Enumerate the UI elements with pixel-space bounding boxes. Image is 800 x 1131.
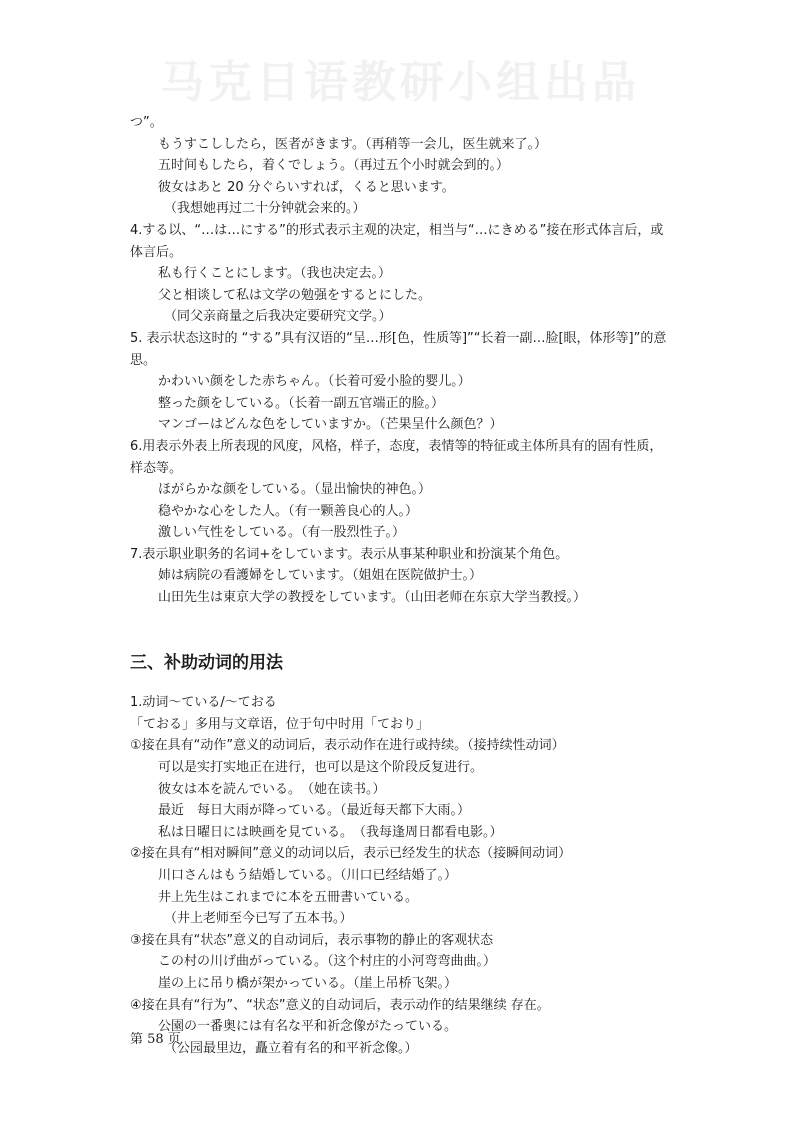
section-auxiliary-verbs	[130, 692, 675, 1059]
text-line: もうすこししたら，医者がきます。（再稍等一会儿，医生就来了。）	[158, 136, 547, 152]
text-line: （井上老师至今已写了五本书。）	[164, 911, 353, 927]
text-line: かわいい颜をした赤ちゃん。（长着可爱小脸的婴儿。）	[158, 374, 471, 390]
text-line: 崖の上に吊り橋が架かっている。（崖上吊桥飞架。）	[158, 975, 458, 991]
text-line: 彼女はあと 20 分ぐらいすれば，くると思います。	[158, 179, 455, 195]
text-line: 父と相谈して私は文学の勉强をするとにした。	[158, 287, 432, 303]
page-number: 第 58 页	[130, 1032, 181, 1047]
text-line: ④接在具有“行为”、“状态”意义的自动词后，表示动作的结果继续 存在。	[130, 997, 550, 1013]
text-line: 彼女は本を読んでいる。 （她在读书。）	[158, 781, 386, 797]
text-line: 川口さんはもう結婚している。（川口已经结婚了。）	[158, 868, 458, 883]
text-line: ②接在具有“相对瞬间”意义的动词以后，表示已经发生的状态（接瞬间动词）	[130, 846, 572, 862]
text-line: 公園の一番奥には有名な平和祈念像がたっている。	[158, 1019, 458, 1035]
text-line: 4.する以、“…は…にする”的形式表示主观的决定，相当与“…にきめる”接在形式体言后，或体言后。	[130, 222, 664, 260]
text-line: 「ておる」多用与文章语，位于句中时用「ており」	[130, 716, 430, 732]
text-line: 私は日曜日には映画を見ている。 （我每逢周日都看电影。）	[158, 824, 503, 840]
text-line: この村の川げ曲がっている。（这个村庄的小河弯弯曲曲。）	[158, 954, 497, 970]
text-line: 整った颜をしている。（长着一副五官端正的脸。）	[158, 395, 445, 411]
section-heading: 三、补助动词的用法	[130, 652, 283, 673]
text-line: 可以是实打实地正在进行，也可以是这个阶段反复进行。	[158, 760, 484, 776]
text-line: ほがらかな颜をしている。（显出愉快的神色。）	[158, 482, 432, 498]
text-line: 五时间もしたら，着くでしょう。（再过五个小时就会到的。）	[158, 158, 510, 174]
text-line: 山田先生は東京大学の教授をしています。（山田老师在东京大学当教授。）	[158, 590, 586, 606]
text-line: （公园最里边，矗立着有名的和平祈念像。）	[164, 1040, 418, 1056]
text-line: ①接在具有“动作”意义的动词后，表示动作在进行或持续。（接持续性动词）	[130, 738, 565, 754]
text-line: つ”。	[130, 115, 163, 130]
text-line: 7.表示职业职务的名词+をしています。表示从事某种职业和扮演某个角色。	[130, 546, 569, 562]
watermark-text: 马克日语教研小组出品	[160, 57, 640, 108]
text-line: 稳やかな心をした人。（有一颗善良心的人。）	[158, 503, 419, 519]
text-line: ③接在具有“状态”意义的自动词后，表示事物的静止的客观状态	[130, 932, 494, 948]
text-line: 1.动词～ている/～ておる	[130, 695, 277, 711]
text-line: （我想她再过二十分钟就会来的。）	[164, 201, 366, 217]
text-line: 井上先生はこれまでに本を五冊書いている。	[158, 889, 419, 905]
text-line: 6.用表示外表上所表现的风度，风格，样子，态度，表情等的特征或主体所具有的固有性质，样态等。	[130, 438, 663, 476]
section-shi-usage	[130, 112, 675, 609]
text-line: 5. 表示状态这时的 “する”具有汉语的“呈…形[色，性质等]”“长着一副…脸[眼，体形等]”的意思。	[130, 330, 667, 368]
text-line: 最近 每日大雨が降っている。（最近每天都下大雨。）	[158, 803, 471, 819]
text-line: 私も行くことにします。（我也决定去。）	[158, 266, 391, 282]
text-line: 激しい气性をしている。（有一股烈性子。）	[158, 525, 406, 541]
text-line: （同父亲商量之后我决定要研究文学。）	[164, 309, 392, 325]
text-line: マンゴーはどんな色をしていますか。（芒果呈什么颜色？）	[158, 417, 503, 433]
document-body	[130, 112, 675, 1059]
text-line: 姉は病院の看護婦をしています。（姐姐在医院做护士。）	[158, 568, 482, 584]
